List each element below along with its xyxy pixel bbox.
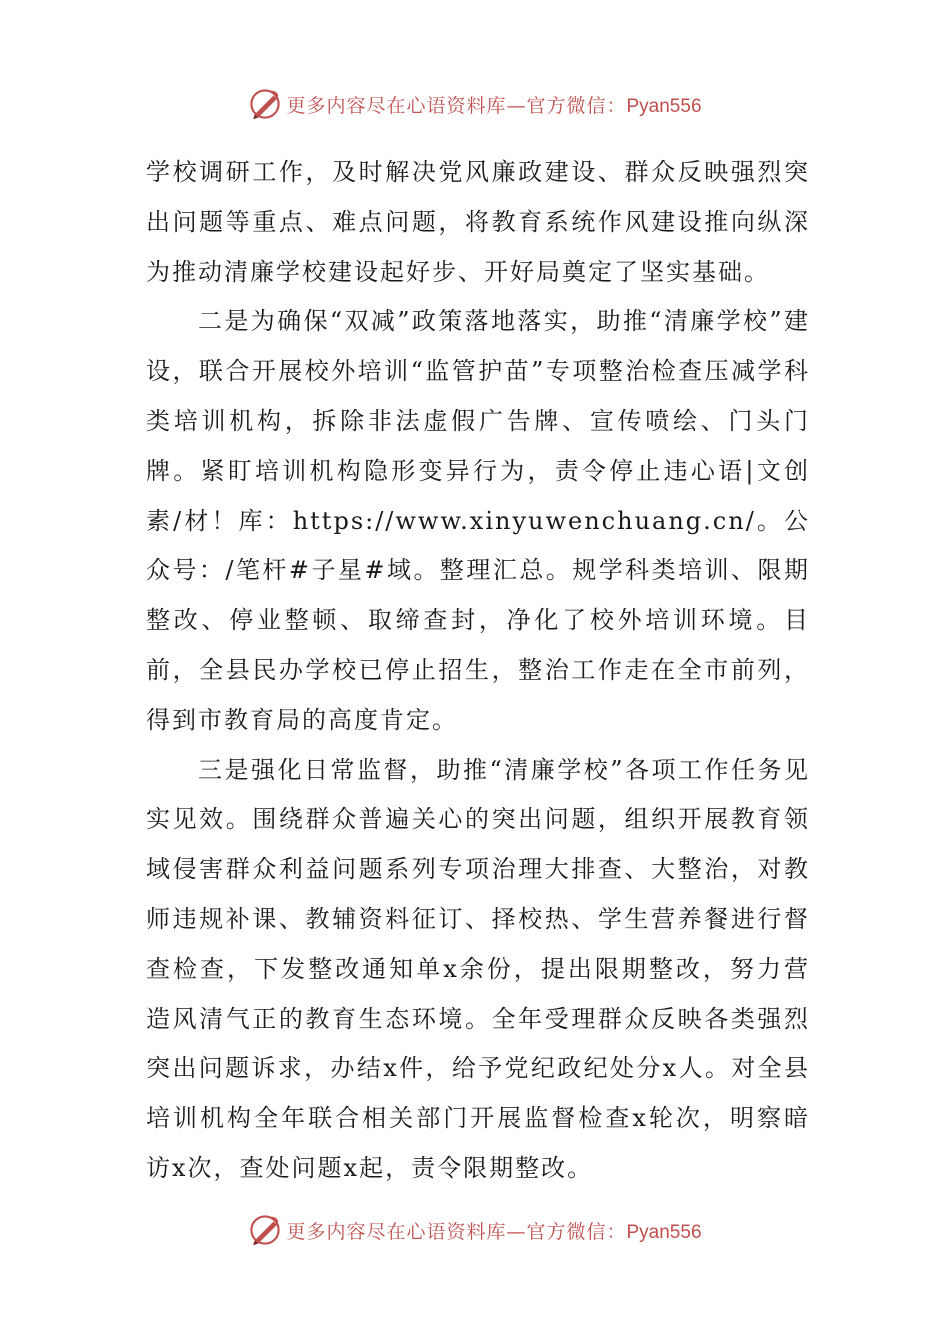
document-body (146, 148, 810, 1194)
paragraph-three: 三是强化日常监督，助推“清廉学校”各项工作任务见实见效。围绕群众普遍关心的突出问题，组织开展教育领域侵害群众利益问题系列专项治理大排查、大整治，对教师违规补课、教辅资料征订、择校热、学生营养餐进行督查检查，下发整改通知单x余份，提出限期整改，努力营造风清气正的教育生态环境。全年受理群众反映各类强烈突出问题诉求，办结x件，给予党纪政纪处分x人。对全县培训机构全年联合相关部门开展监督检查x轮次，明察暗访x次，查处问题x起，责令限期整改。 (146, 755, 810, 1182)
paragraph-continuation: 学校调研工作，及时解决党风廉政建设、群众反映强烈突出问题等重点、难点问题，将教育系统作风建设推向纵深为推动清廉学校建设起好步、开好局奠定了坚实基础。 (146, 158, 810, 286)
footer-watermark-banner (0, 1210, 950, 1250)
pen-logo-icon (248, 87, 282, 121)
wechat-id: Pyan556 (626, 95, 702, 117)
header-watermark-banner (0, 84, 950, 124)
footer-banner-text: 更多内容尽在心语资料库—官方微信：Pyan556 (286, 1220, 702, 1243)
wechat-id: Pyan556 (626, 1221, 702, 1243)
pen-logo-icon (248, 1213, 282, 1247)
paragraph-two: 二是为确保“双减”政策落地落实，助推“清廉学校”建设，联合开展校外培训“监管护苗”专项整治检查压减学科类培训机构，拆除非法虚假广告牌、宣传喷绘、门头门牌。紧盯培训机构隐形变异行为，责令停止违心语|文创素/材！库：https://www.xinyuwenchuang.cn/。公众号：/笔杆#子星#域。整理汇总。规学科类培训、限期整改、停业整顿、取缔查封，净化了校外培训环境。目前，全县民办学校已停止招生，整治工作走在全市前列，得到市教育局的高度肯定。 (146, 307, 810, 734)
header-banner-text: 更多内容尽在心语资料库—官方微信：Pyan556 (286, 94, 702, 117)
